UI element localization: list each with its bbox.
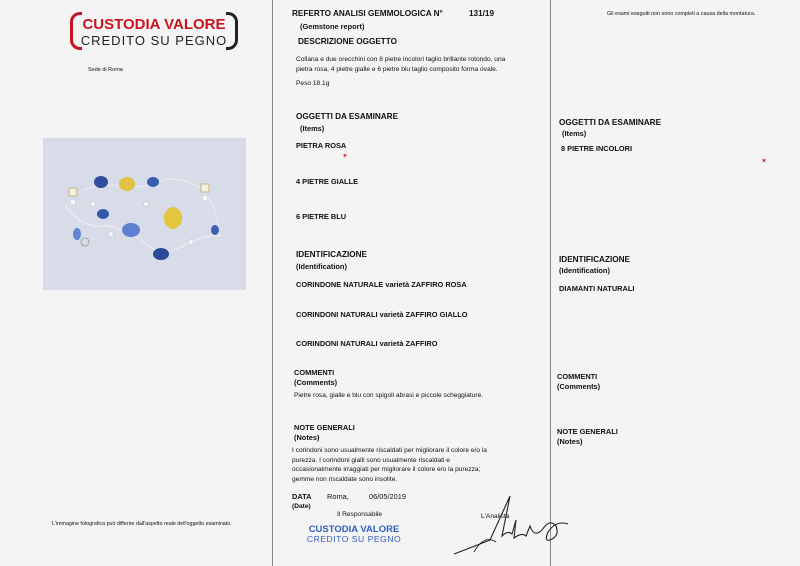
report-number: 131/19 (469, 9, 495, 18)
notes-heading: NOTE GENERALI (294, 423, 355, 432)
ident-heading: IDENTIFICAZIONE (296, 250, 367, 259)
responsible-label: Il Responsabile (337, 511, 383, 518)
jewelry-photo (43, 138, 246, 290)
custodia-valore-logo: CUSTODIA VALORE CREDITO SU PEGNO (70, 12, 238, 50)
descr-heading: DESCRIZIONE OGGETTO (298, 37, 398, 46)
right-items-heading: OGGETTI DA ESAMINARE (559, 118, 662, 127)
descr-line-2: pietra rosa, 4 pietre gialle e 6 pietre blu taglio composito forma ovale. (296, 66, 498, 73)
item-2: 6 PIETRE BLU (296, 212, 347, 221)
notes-line-3: gemme non riscaldate sono insolite. (292, 476, 398, 483)
right-comments-heading: COMMENTI (557, 372, 598, 381)
responsible-stamp: CUSTODIA VALORE CREDITO SU PEGNO (306, 524, 402, 544)
date-value: 06/05/2019 (369, 492, 406, 501)
report-title: REFERTO ANALISI GEMMOLOGICA N° (292, 9, 443, 18)
ident-2: CORINDONI NATURALI varietà ZAFFIRO (296, 339, 438, 348)
right-ident-heading-en: (Identification) (559, 266, 610, 275)
right-notes-heading-en: (Notes) (557, 437, 583, 446)
fold-line-left (272, 0, 273, 566)
report-title-en: (Gemstone report) (300, 22, 365, 31)
comments-heading-en: (Comments) (294, 378, 338, 387)
notes-line-1: purezza. I corindoni gialli sono usualmente riscaldati e (292, 457, 450, 464)
comments-text: Pietre rosa, gialle e blu con spigoli abrasi e piccole scheggiature. (294, 392, 484, 399)
item-0: PIETRA ROSA (296, 141, 347, 150)
right-items-value: 8 PIETRE INCOLORI (561, 144, 633, 153)
sede-label: Sede di Roma (88, 67, 123, 73)
ident-0: CORINDONE NATURALE varietà ZAFFIRO ROSA (296, 280, 467, 289)
right-ident-heading: IDENTIFICAZIONE (559, 255, 630, 264)
notes-line-2: occasionalmente irraggiati per migliorare il colore e/o la purezza; (292, 466, 481, 473)
notes-line-0: I corindoni sono usualmente riscaldati per migliorare il colore e/o la (292, 447, 487, 454)
weight: Peso 18.1g (296, 80, 330, 87)
comments-heading: COMMENTI (294, 368, 335, 377)
date-place: Roma, (327, 492, 349, 501)
analyst-label: L'Analista (481, 513, 510, 520)
date-label: DATA (292, 492, 312, 501)
red-mark-middle: ✶ (342, 153, 348, 160)
incomplete-exam-note: Gli esami eseguiti non sono completi a causa della montatura. (607, 11, 756, 17)
right-items-heading-en: (Items) (562, 129, 587, 138)
item-1: 4 PIETRE GIALLE (296, 177, 359, 186)
right-ident-value: DIAMANTI NATURALI (559, 284, 635, 293)
red-mark-right: ✶ (761, 158, 767, 165)
right-comments-heading-en: (Comments) (557, 382, 601, 391)
items-heading-en: (Items) (300, 124, 325, 133)
analyst-signature (450, 490, 578, 560)
items-heading: OGGETTI DA ESAMINARE (296, 112, 399, 121)
right-notes-heading: NOTE GENERALI (557, 427, 618, 436)
ident-heading-en: (Identification) (296, 262, 347, 271)
notes-heading-en: (Notes) (294, 433, 320, 442)
date-label-en: (Date) (292, 503, 311, 510)
photo-disclaimer: L'immagine fotografica può differire dall'aspetto reale dell'oggetto esaminato. (52, 521, 232, 527)
ident-1: CORINDONI NATURALI varietà ZAFFIRO GIALLO (296, 310, 468, 319)
fold-line-right (550, 0, 551, 566)
descr-line-1: Collana e due orecchini con 8 pietre incolori taglio brillante rotondo, una (296, 56, 506, 63)
